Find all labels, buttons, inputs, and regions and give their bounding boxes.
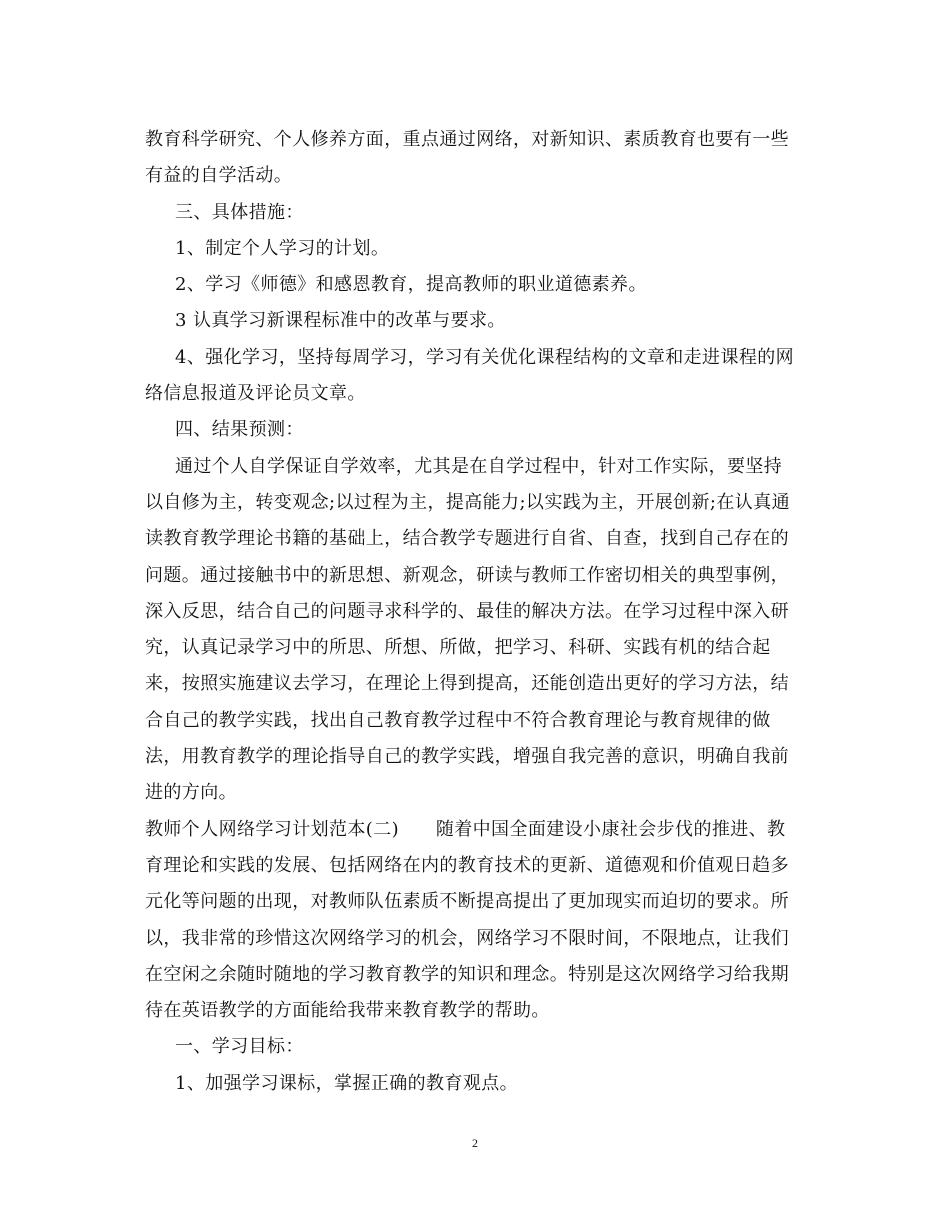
text-line: 合自己的教学实践，找出自己教育教学过程中不符合教育理论与教育规律的做 <box>145 709 771 731</box>
text-line: 1、制定个人学习的计划。 <box>175 237 390 259</box>
text-line: 教育科学研究、个人修养方面，重点通过网络，对新知识、素质教育也要有一些 <box>145 129 789 150</box>
text-line: 1、加强学习课标，掌握正确的教育观点。 <box>175 1072 519 1094</box>
text-line: 三、具体措施： <box>175 201 304 223</box>
text-line: 教师个人网络学习计划范本(二) 随着中国全面建设小康社会步伐的推进、教 <box>145 818 786 840</box>
text-line: 待在英语教学的方面能给我带来教育教学的帮助。 <box>145 1000 550 1022</box>
text-line: 进的方向。 <box>145 782 237 804</box>
text-line: 通过个人自学保证自学效率，尤其是在自学过程中，针对工作实际，要坚持 <box>175 455 783 477</box>
text-line: 育理论和实践的发展、包括网络在内的教育技术的更新、道德观和价值观日趋多 <box>145 854 789 876</box>
text-line: 深入反思，结合自己的问题寻求科学的、最佳的解决方法。在学习过程中深入研 <box>145 600 789 622</box>
text-line: 究，认真记录学习中的所思、所想、所做，把学习、科研、实践有机的结合起 <box>145 637 771 659</box>
text-line: 四、结果预测： <box>175 419 304 441</box>
text-line: 3 认真学习新课程标准中的改革与要求。 <box>175 310 506 332</box>
page-number: 2 <box>472 1136 478 1150</box>
text-line: 以自修为主，转变观念;以过程为主，提高能力;以实践为主，开展创新;在认真通 <box>145 491 790 513</box>
text-line: 来，按照实施建议去学习，在理论上得到提高，还能创造出更好的学习方法，结 <box>145 673 789 695</box>
document-body <box>145 122 805 1102</box>
text-line: 4、强化学习，坚持每周学习，学习有关优化课程结构的文章和走进课程的网 <box>175 346 795 368</box>
text-line: 读教育教学理论书籍的基础上，结合教学专题进行自省、自查，找到自己存在的 <box>145 528 789 550</box>
text-line: 络信息报道及评论员文章。 <box>145 383 366 405</box>
text-line: 一、学习目标： <box>175 1036 304 1058</box>
text-line: 在空闲之余随时随地的学习教育教学的知识和理念。特别是这次网络学习给我期 <box>145 963 789 985</box>
text-line: 以，我非常的珍惜这次网络学习的机会，网络学习不限时间，不限地点，让我们 <box>145 927 789 949</box>
text-line: 2、学习《师德》和感恩教育，提高教师的职业道德素养。 <box>175 274 647 296</box>
text-line: 问题。通过接触书中的新思想、新观念，研读与教师工作密切相关的典型事例， <box>145 564 789 586</box>
text-line: 法，用教育教学的理论指导自己的教学实践，增强自我完善的意识，明确自我前 <box>145 746 789 768</box>
text-line: 有益的自学活动。 <box>145 165 293 187</box>
text-line: 元化等问题的出现，对教师队伍素质不断提高提出了更加现实而迫切的要求。所 <box>145 891 789 913</box>
